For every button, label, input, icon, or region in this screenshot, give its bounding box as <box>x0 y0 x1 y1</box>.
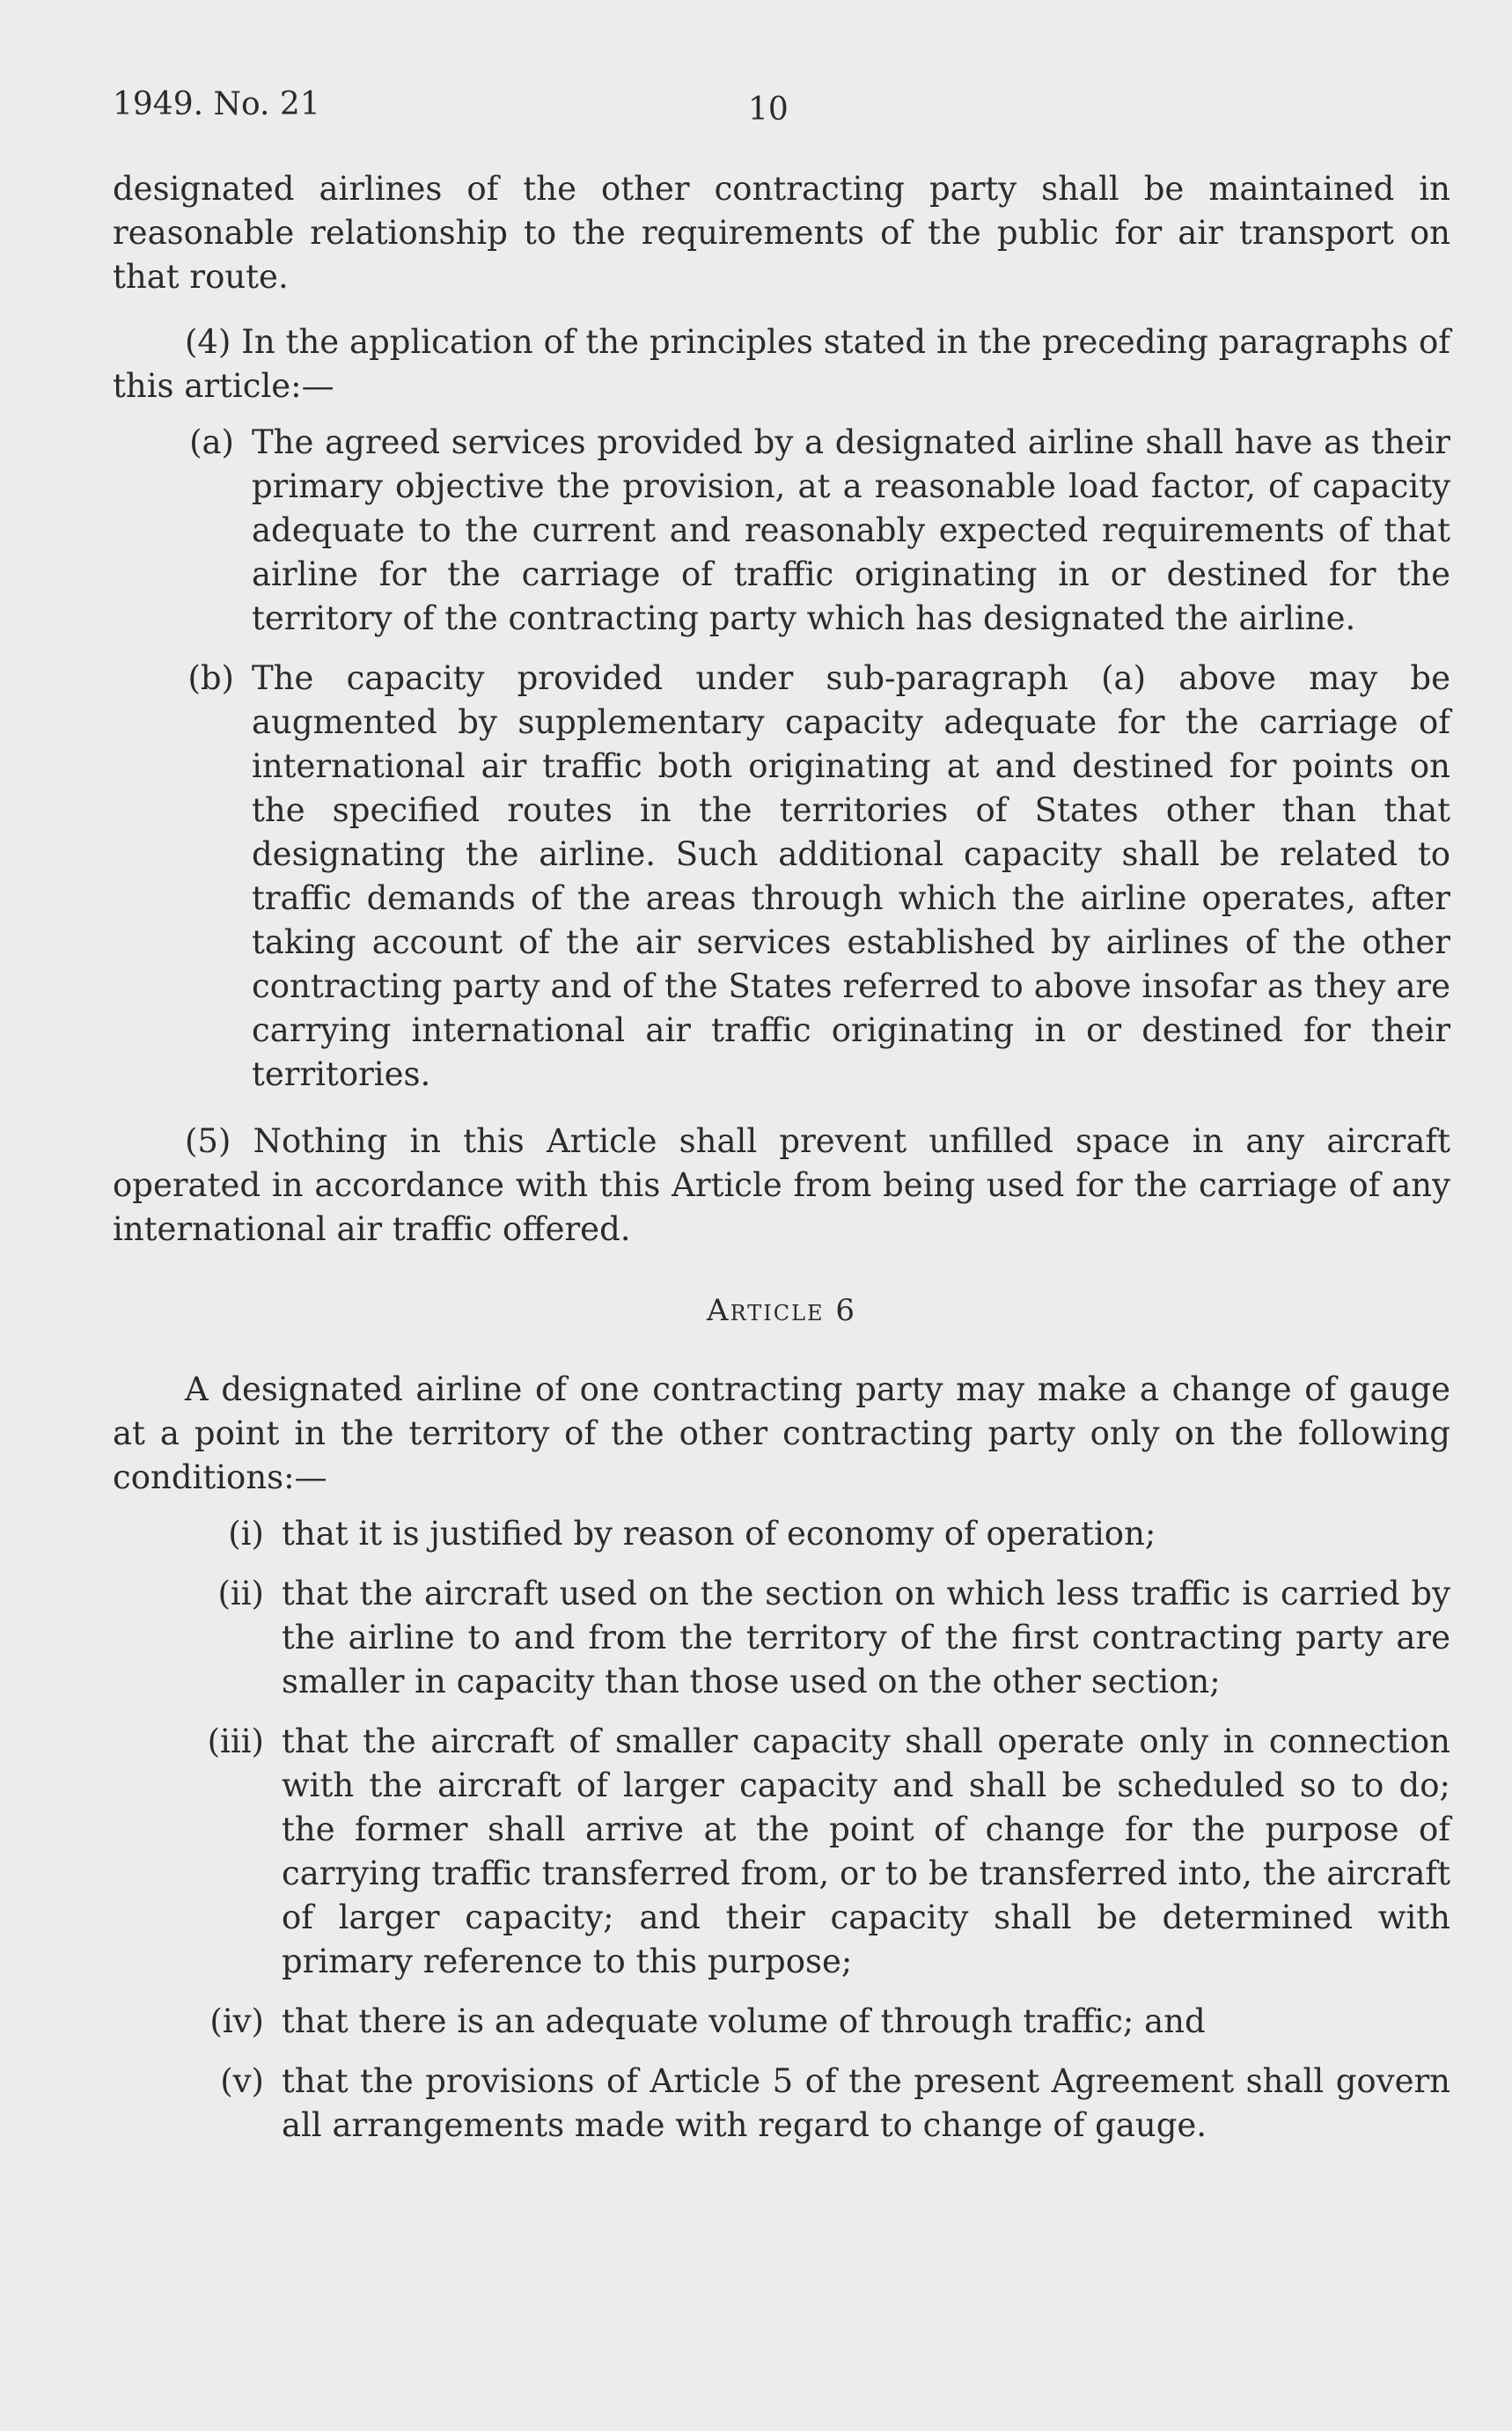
paragraph-5: (5) Nothing in this Article shall prevent unfilled space in any aircraft operated in accordance with this Article from being used for the carriage of any international air traffic offered. <box>113 1122 1450 1248</box>
condition-ii <box>155 1572 1450 1704</box>
article-intro: A designated airline of one contracting party may make a change of gauge at a point in the territory of the other contracting party only on the following conditions:— <box>113 1370 1450 1496</box>
body-text <box>113 167 1450 2163</box>
sub-paragraph-label: (b) <box>187 659 234 697</box>
condition-text: that the aircraft used on the section on which less traffic is carried by the airline to and from the territory of the first contracting party are smaller in capacity than those used on the other section; <box>282 1575 1450 1700</box>
condition-label: (i) <box>228 1515 264 1553</box>
condition-v <box>155 2060 1450 2148</box>
condition-text: that the provisions of Article 5 of the present Agreement shall govern all arrangements made with regard to change of gauge. <box>282 2062 1450 2144</box>
condition-label: (iii) <box>207 1722 264 1760</box>
condition-label: (v) <box>220 2062 264 2100</box>
document-reference: 1949. No. 21 <box>113 86 320 122</box>
sub-paragraph-text: The capacity provided under sub-paragraph (a) above may be augmented by supplementary capacity adequate for the carriage of international air traffic both originating at and destined for points on the specified routes in the territories of States other than that designating the airline. Such additional capacity shall be related to traffic demands of the areas through which the airline operates, after taking account of the air services established by airlines of the other contracting party and of the States referred to above insofar as they are carrying international air traffic originating in or destined for their territories. <box>252 659 1450 1093</box>
condition-i <box>155 1512 1450 1556</box>
condition-iii <box>155 1720 1450 1984</box>
condition-iv <box>155 2000 1450 2044</box>
continuation-paragraph: designated airlines of the other contracting party shall be maintained in reasonable relationship to the requirements of the public for air transport on that route. <box>113 170 1450 296</box>
condition-text: that it is justified by reason of economy of operation; <box>282 1515 1156 1553</box>
condition-text: that there is an adequate volume of through traffic; and <box>282 2002 1206 2040</box>
page-header <box>113 86 1433 130</box>
sub-paragraph-text: The agreed services provided by a designated airline shall have as their primary objective the provision, at a reasonable load factor, of capacity adequate to the current and reasonably expected requirements of that airline for the carriage of traffic originating in or destined for the territory of the contracting party which has designated the airline. <box>252 423 1450 637</box>
article-heading: Article 6 <box>707 1293 856 1328</box>
condition-label: (ii) <box>217 1575 264 1612</box>
sub-paragraph-b <box>113 657 1450 1097</box>
sub-paragraph-label: (a) <box>189 423 234 461</box>
condition-text: that the aircraft of smaller capacity shall operate only in connection with the aircraft of larger capacity and shall be scheduled so to do; the former shall arrive at the point of change for the purpose of carrying traffic transferred from, or to be transferred into, the aircraft of larger capacity; and their capacity shall be determined with primary reference to this purpose; <box>282 1722 1450 1980</box>
sub-paragraph-a <box>113 421 1450 641</box>
paragraph-4-intro: (4) In the application of the principles stated in the preceding paragraphs of this article:— <box>113 323 1450 405</box>
condition-label: (iv) <box>209 2002 264 2040</box>
page-number: 10 <box>748 92 789 128</box>
